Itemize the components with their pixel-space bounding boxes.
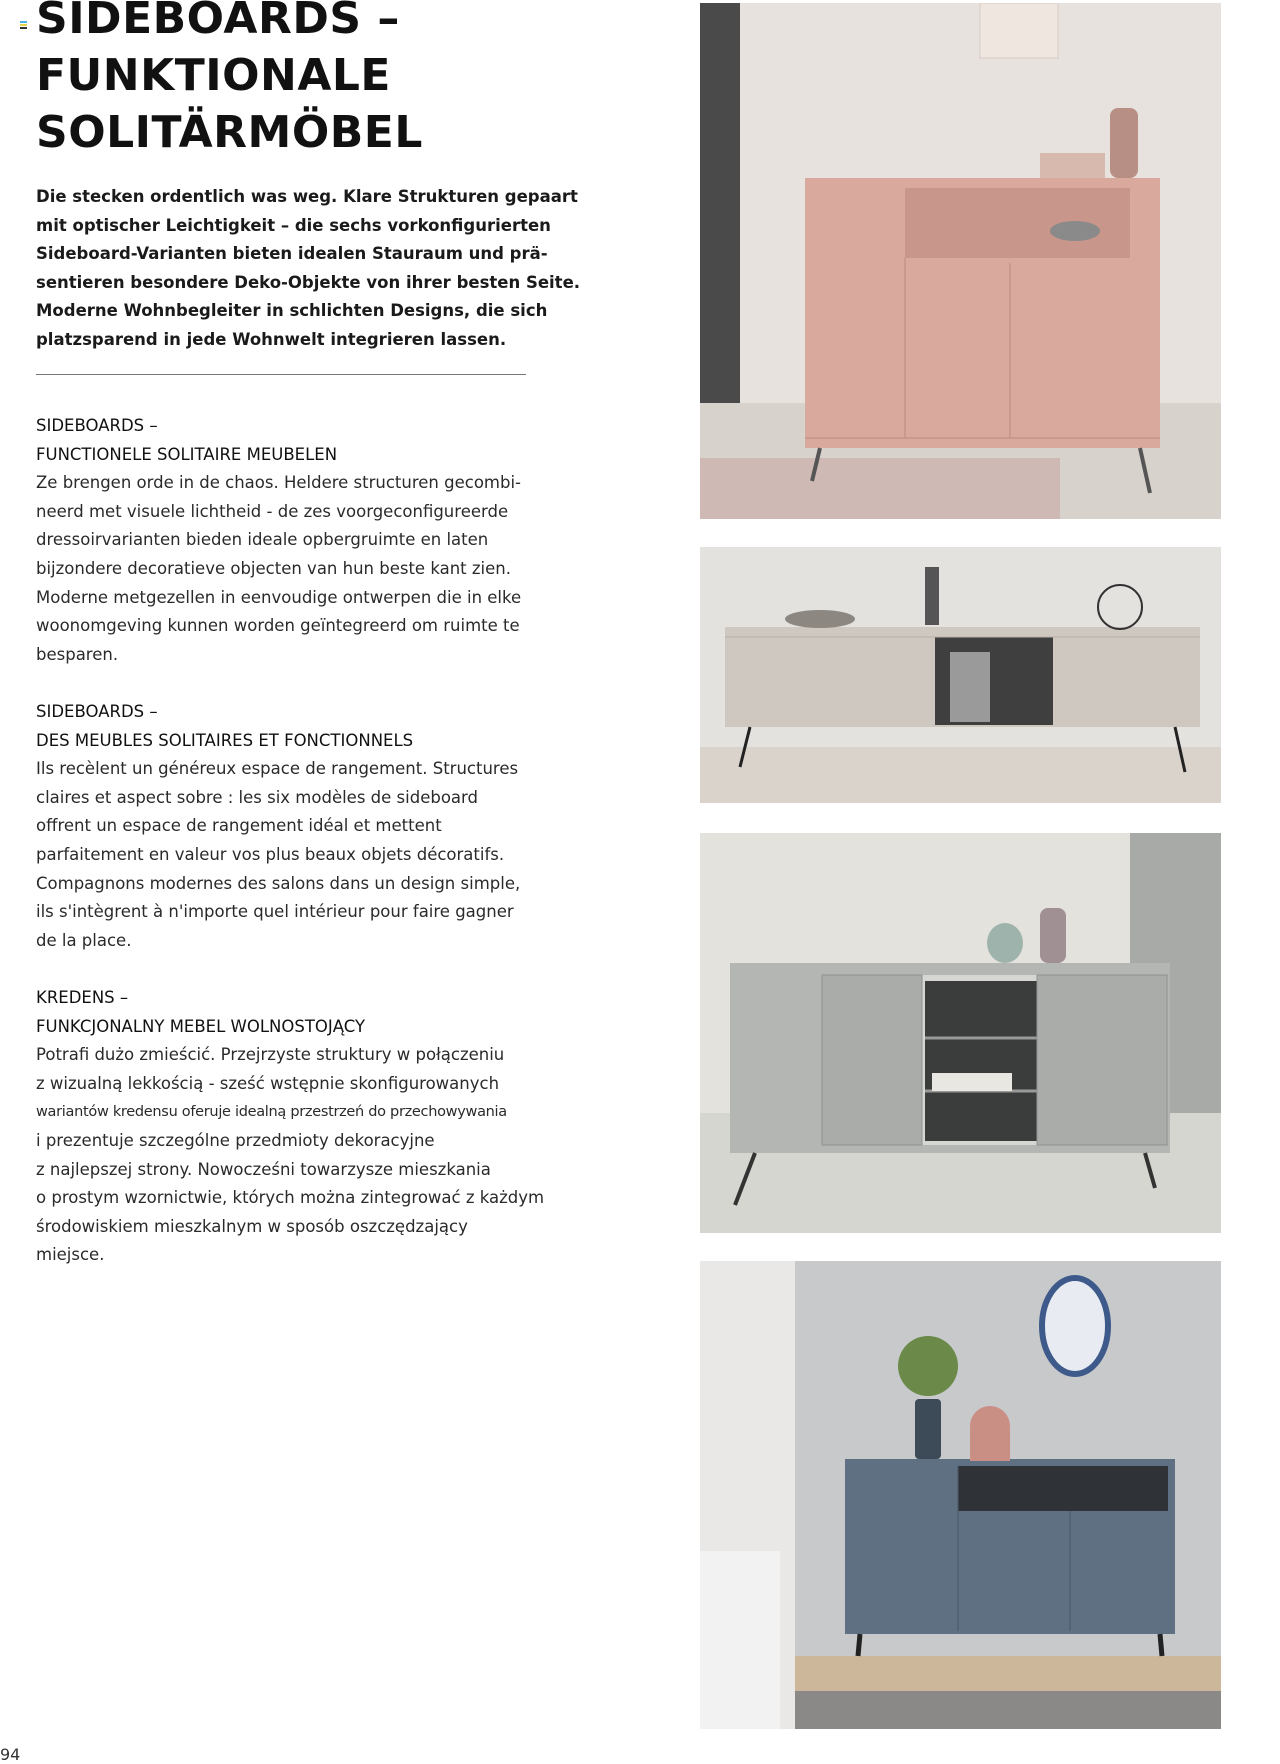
text-line: claires et aspect sobre : les six modèles de sideboard: [36, 787, 478, 807]
text-line: neerd met visuele lichtheid - de zes voorgeconfigureerde: [36, 501, 509, 521]
text-line: woonomgeving kunnen worden geïntegreerd om ruimte te: [36, 616, 520, 636]
text-line: dressoirvarianten bieden ideale opbergruimte en laten: [36, 530, 489, 550]
text-line: sentieren besondere Deko-Objekte von ihrer besten Seite.: [36, 272, 581, 292]
title-line: SOLITÄRMÖBEL: [36, 107, 423, 158]
text-line: o prostym wzornictwie, których można zintegrować z każdym: [36, 1188, 545, 1208]
text-line: z najlepszej strony. Nowocześni towarzysze mieszkania: [36, 1159, 491, 1179]
text-line: wariantów kredensu oferuje idealną przestrzeń do przechowywania: [36, 1104, 507, 1121]
section-heading: FUNCTIONELE SOLITAIRE MEUBELEN: [36, 444, 338, 464]
section-dutch: [36, 412, 556, 669]
photo-grey-sideboard: [700, 833, 1221, 1233]
page-title: [36, 0, 423, 161]
text-line: i prezentuje szczególne przedmioty dekoracyjne: [36, 1130, 435, 1150]
text-line: miejsce.: [36, 1245, 105, 1265]
print-color-marks: [20, 21, 27, 30]
text-line: mit optischer Leichtigkeit – die sechs vorkonfigurierten: [36, 215, 551, 235]
title-line: FUNKTIONALE: [36, 50, 391, 101]
section-polish: [36, 984, 556, 1270]
text-line: środowiskiem mieszkalnym w sposób oszczędzający: [36, 1216, 468, 1236]
text-line: ils s'intègrent à n'importe quel intérieur pour faire gagner: [36, 902, 514, 922]
photo-beige-sideboard: [700, 547, 1221, 803]
intro-paragraph: [36, 183, 581, 355]
title-line: SIDEBOARDS –: [36, 0, 400, 44]
photo-pink-sideboard: [700, 3, 1221, 519]
text-line: de la place.: [36, 930, 132, 950]
section-heading: SIDEBOARDS –: [36, 416, 158, 435]
page-number: 94: [0, 1745, 21, 1764]
text-line: parfaitement en valeur vos plus beaux objets décoratifs.: [36, 844, 505, 864]
section-heading: DES MEUBLES SOLITAIRES ET FONCTIONNELS: [36, 730, 414, 750]
text-line: besparen.: [36, 644, 119, 664]
section-heading: SIDEBOARDS –: [36, 702, 158, 721]
text-line: Sideboard-Varianten bieten idealen Stauraum und prä-: [36, 244, 548, 264]
text-line: Potrafi dużo zmieścić. Przejrzyste struktury w połączeniu: [36, 1045, 505, 1065]
text-line: platzsparend in jede Wohnwelt integrieren lassen.: [36, 329, 507, 349]
text-line: z wizualną lekkością - sześć wstępnie skonfigurowanych: [36, 1073, 500, 1093]
text-line: Ils recèlent un généreux espace de rangement. Structures: [36, 759, 519, 779]
section-heading: KREDENS –: [36, 988, 129, 1007]
text-line: Moderne Wohnbegleiter in schlichten Designs, die sich: [36, 301, 548, 321]
section-french: [36, 698, 556, 955]
divider: [36, 374, 526, 375]
text-line: Compagnons modernes des salons dans un design simple,: [36, 873, 521, 893]
section-heading: FUNKCJONALNY MEBEL WOLNOSTOJĄCY: [36, 1016, 366, 1036]
text-line: bijzondere decoratieve objecten van hun beste kant zien.: [36, 558, 511, 578]
text-line: Ze brengen orde in de chaos. Heldere structuren gecombi-: [36, 473, 522, 493]
text-line: Moderne metgezellen in eenvoudige ontwerpen die in elke: [36, 587, 522, 607]
text-line: offrent un espace de rangement idéal et mettent: [36, 816, 442, 836]
photo-blue-sideboard: [700, 1261, 1221, 1729]
text-line: Die stecken ordentlich was weg. Klare Strukturen gepaart: [36, 187, 578, 206]
